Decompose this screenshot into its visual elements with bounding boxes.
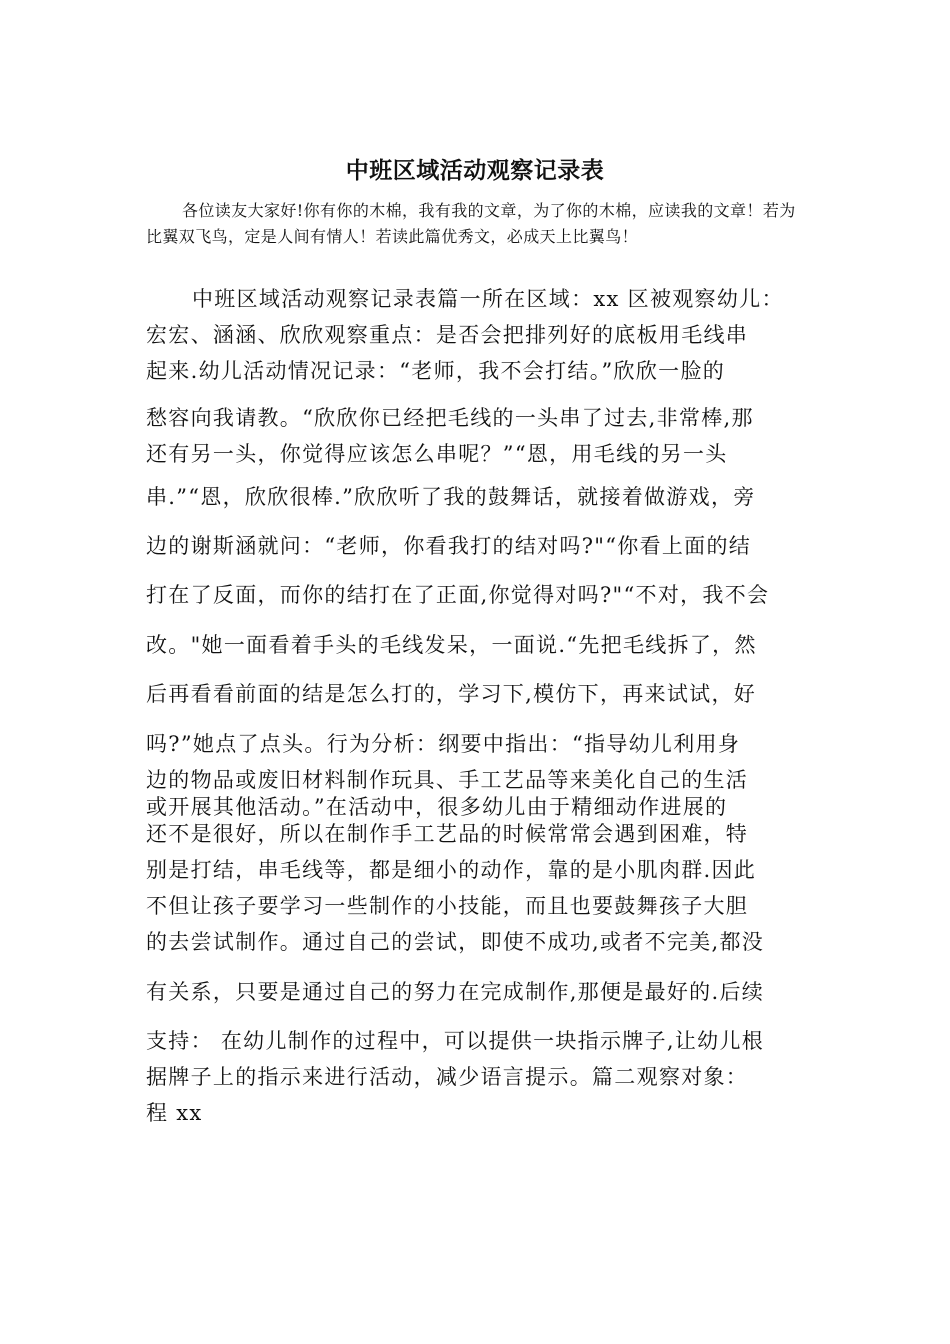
body-line: 据牌子上的指示来进行活动，减少语言提示。篇二观察对象： (146, 1065, 749, 1089)
body-line: 愁容向我请教。“欣欣你已经把毛线的一头串了过去,非常棒,那 (146, 406, 754, 430)
body-line: 改。"她一面看着手头的毛线发呆，一面说.“先把毛线拆了，然 (146, 633, 757, 657)
body-line: 有关系，只要是通过自己的努力在完成制作,那便是最好的.后续 (146, 980, 765, 1004)
body-line: 宏宏、涵涵、欣欣观察重点：是否会把排列好的底板用毛线串 (146, 323, 749, 347)
body-line: 打在了反面，而你的结打在了正面,你觉得对吗?"“不对，我不会 (146, 583, 770, 607)
body-line: 程 xx (146, 1101, 203, 1125)
body-line: 边的物品或废旧材料制作玩具、手工艺品等来美化自己的生活 (146, 768, 749, 792)
intro-paragraph: 各位读友大家好!你有你的木棉，我有我的文章，为了你的木棉，应读我的文章！若为比翼双飞鸟，定是人间有情人！若读此篇优秀文，必成天上比翼鸟！ (146, 201, 796, 246)
body-line: 吗?”她点了点头。行为分析：纲要中指出：“指导幼儿利用身 (146, 732, 741, 756)
body-line: 支持： 在幼儿制作的过程中，可以提供一块指示牌子,让幼儿根 (146, 1029, 765, 1053)
body-line: 或开展其他活动。”在活动中，很多幼儿由于精细动作进展的 (146, 795, 728, 819)
document-title: 中班区域活动观察记录表 (345, 157, 605, 184)
body-line: 的去尝试制作。通过自己的尝试，即使不成功,或者不完美,都没 (146, 930, 765, 954)
body-line: 别是打结，串毛线等，都是细小的动作，靠的是小肌肉群.因此 (146, 858, 757, 882)
body-line: 边的谢斯涵就问：“老师，你看我打的结对吗?"“你看上面的结 (146, 534, 752, 558)
body-line: 起来.幼儿活动情况记录：“老师，我不会打结。”欣欣一脸的 (146, 359, 726, 383)
body-line: 后再看看前面的结是怎么打的，学习下,模仿下，再来试试，好 (146, 682, 757, 706)
body-line: 中班区域活动观察记录表篇一所在区域：xx 区被观察幼儿： (192, 287, 784, 311)
body-line: 还不是很好，所以在制作手工艺品的时候常常会遇到困难，特 (146, 822, 749, 846)
body-line: 串.”“恩，欣欣很棒.”欣欣听了我的鼓舞话，就接着做游戏，旁 (146, 485, 756, 509)
body-line: 不但让孩子要学习一些制作的小技能，而且也要鼓舞孩子大胆 (146, 894, 749, 918)
body-line: 还有另一头，你觉得应该怎么串呢？”“恩，用毛线的另一头 (146, 442, 728, 466)
